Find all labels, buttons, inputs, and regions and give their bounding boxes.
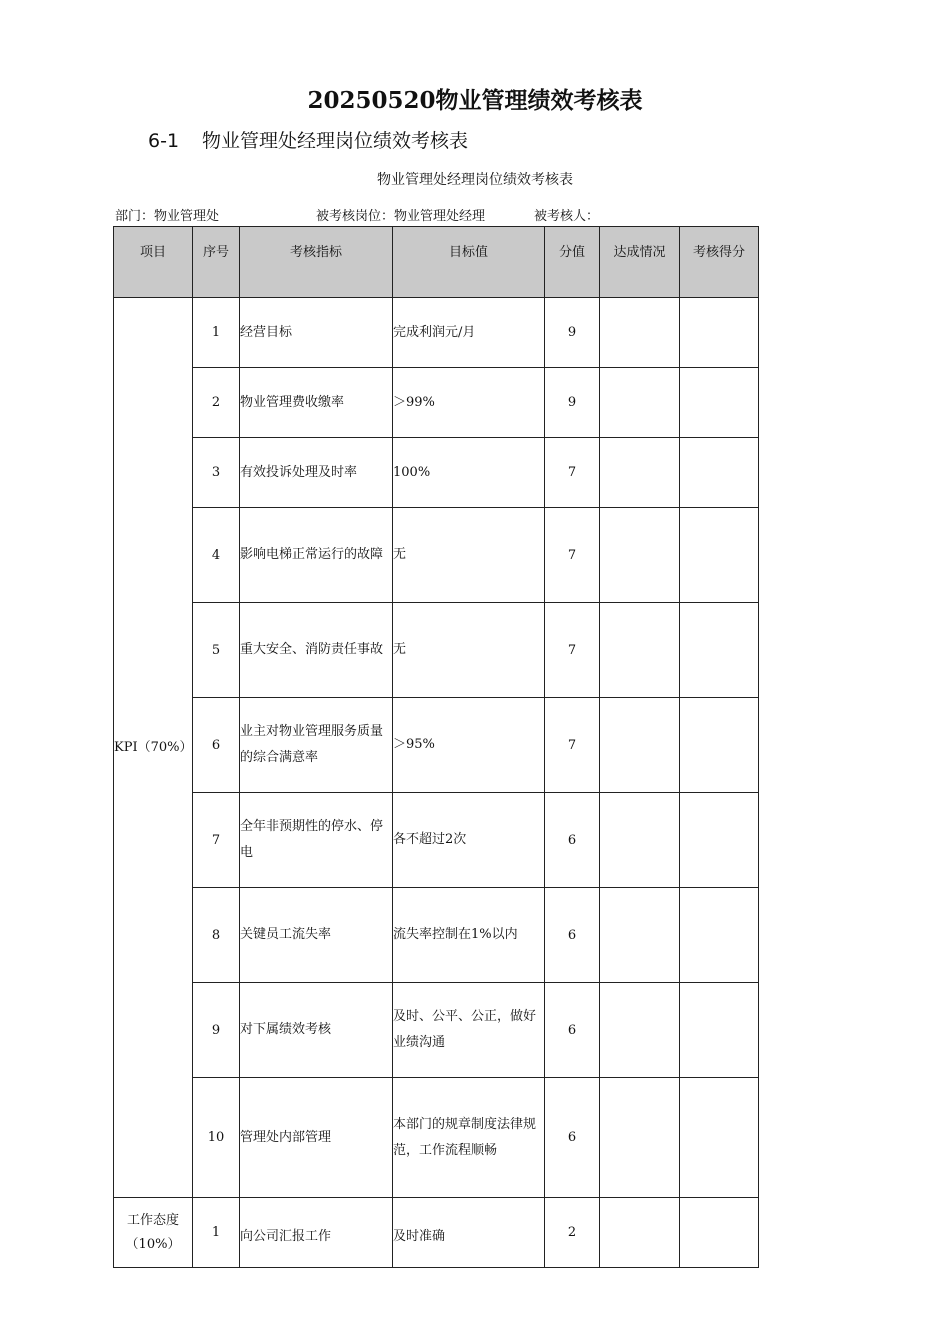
table-row [114, 603, 759, 698]
row-target: 无 [393, 508, 545, 603]
header-number: 序号 [193, 227, 240, 298]
header-score: 分值 [545, 227, 600, 298]
row-result [680, 793, 759, 888]
row-result [680, 1078, 759, 1198]
row-score: 7 [545, 698, 600, 793]
header-indicator: 考核指标 [240, 227, 393, 298]
section-title: 物业管理处经理岗位绩效考核表 [202, 130, 469, 152]
row-number: 5 [193, 603, 240, 698]
table-row [114, 1198, 759, 1268]
row-score: 9 [545, 298, 600, 368]
row-achievement [600, 983, 680, 1078]
header-achievement: 达成情况 [600, 227, 680, 298]
row-score: 6 [545, 983, 600, 1078]
row-indicator: 全年非预期性的停水、停电 [240, 793, 393, 888]
row-target: 100% [393, 438, 545, 508]
row-target: ＞99% [393, 368, 545, 438]
row-target: 本部门的规章制度法律规范，工作流程顺畅 [393, 1078, 545, 1198]
row-achievement [600, 1078, 680, 1198]
row-number: 1 [193, 1198, 240, 1268]
row-score: 7 [545, 508, 600, 603]
header-result: 考核得分 [680, 227, 759, 298]
row-score: 2 [545, 1198, 600, 1268]
row-number: 10 [193, 1078, 240, 1198]
row-result [680, 508, 759, 603]
section-heading [148, 126, 468, 153]
table-row [114, 368, 759, 438]
section-number: 6-1 [148, 130, 180, 152]
row-indicator: 管理处内部管理 [240, 1078, 393, 1198]
row-target: 完成利润元/月 [393, 298, 545, 368]
row-score: 7 [545, 603, 600, 698]
row-score: 6 [545, 793, 600, 888]
row-result [680, 368, 759, 438]
table-row [114, 438, 759, 508]
row-target: ＞95% [393, 698, 545, 793]
table-caption: 物业管理处经理岗位绩效考核表 [377, 172, 573, 188]
row-number: 4 [193, 508, 240, 603]
row-indicator: 业主对物业管理服务质量的综合满意率 [240, 698, 393, 793]
position-label: 被考核岗位：物业管理处经理 [316, 209, 486, 224]
row-score: 6 [545, 888, 600, 983]
row-score: 9 [545, 368, 600, 438]
row-achievement [600, 698, 680, 793]
row-result [680, 1198, 759, 1268]
row-indicator: 物业管理费收缴率 [240, 368, 393, 438]
row-number: 8 [193, 888, 240, 983]
row-score: 6 [545, 1078, 600, 1198]
row-number: 2 [193, 368, 240, 438]
row-achievement [600, 603, 680, 698]
assessment-table [113, 226, 759, 1268]
row-target: 无 [393, 603, 545, 698]
table-row [114, 1078, 759, 1198]
row-result [680, 888, 759, 983]
row-score: 7 [545, 438, 600, 508]
row-achievement [600, 438, 680, 508]
kpi-group-cell: KPI（70%） [114, 298, 193, 1198]
row-number: 1 [193, 298, 240, 368]
row-achievement [600, 508, 680, 603]
row-number: 9 [193, 983, 240, 1078]
table-row [114, 698, 759, 793]
row-achievement [600, 1198, 680, 1268]
row-achievement [600, 793, 680, 888]
table-row [114, 298, 759, 368]
row-result [680, 603, 759, 698]
table-row [114, 793, 759, 888]
row-number: 7 [193, 793, 240, 888]
row-result [680, 983, 759, 1078]
row-result [680, 698, 759, 793]
row-result [680, 438, 759, 508]
header-project: 项目 [114, 227, 193, 298]
assessee-label: 被考核人： [534, 209, 600, 224]
department-label: 部门：物业管理处 [115, 209, 220, 224]
row-number: 3 [193, 438, 240, 508]
row-indicator: 有效投诉处理及时率 [240, 438, 393, 508]
row-achievement [600, 368, 680, 438]
row-number: 6 [193, 698, 240, 793]
table-row [114, 888, 759, 983]
header-target: 目标值 [393, 227, 545, 298]
row-indicator: 向公司汇报工作 [240, 1198, 393, 1268]
row-achievement [600, 888, 680, 983]
row-target: 及时、公平、公正，做好业绩沟通 [393, 983, 545, 1078]
row-target: 各不超过2次 [393, 793, 545, 888]
row-result [680, 298, 759, 368]
row-indicator: 影响电梯正常运行的故障 [240, 508, 393, 603]
row-achievement [600, 298, 680, 368]
row-target: 流失率控制在1%以内 [393, 888, 545, 983]
table-row [114, 983, 759, 1078]
row-indicator: 关键员工流失率 [240, 888, 393, 983]
row-target: 及时准确 [393, 1198, 545, 1268]
row-indicator: 重大安全、消防责任事故 [240, 603, 393, 698]
table-row [114, 508, 759, 603]
attitude-group-cell: 工作态度（10%） [114, 1198, 193, 1268]
row-indicator: 对下属绩效考核 [240, 983, 393, 1078]
document-title: 20250520物业管理绩效考核表 [307, 87, 643, 114]
row-indicator: 经营目标 [240, 298, 393, 368]
table-header-row [114, 227, 759, 298]
